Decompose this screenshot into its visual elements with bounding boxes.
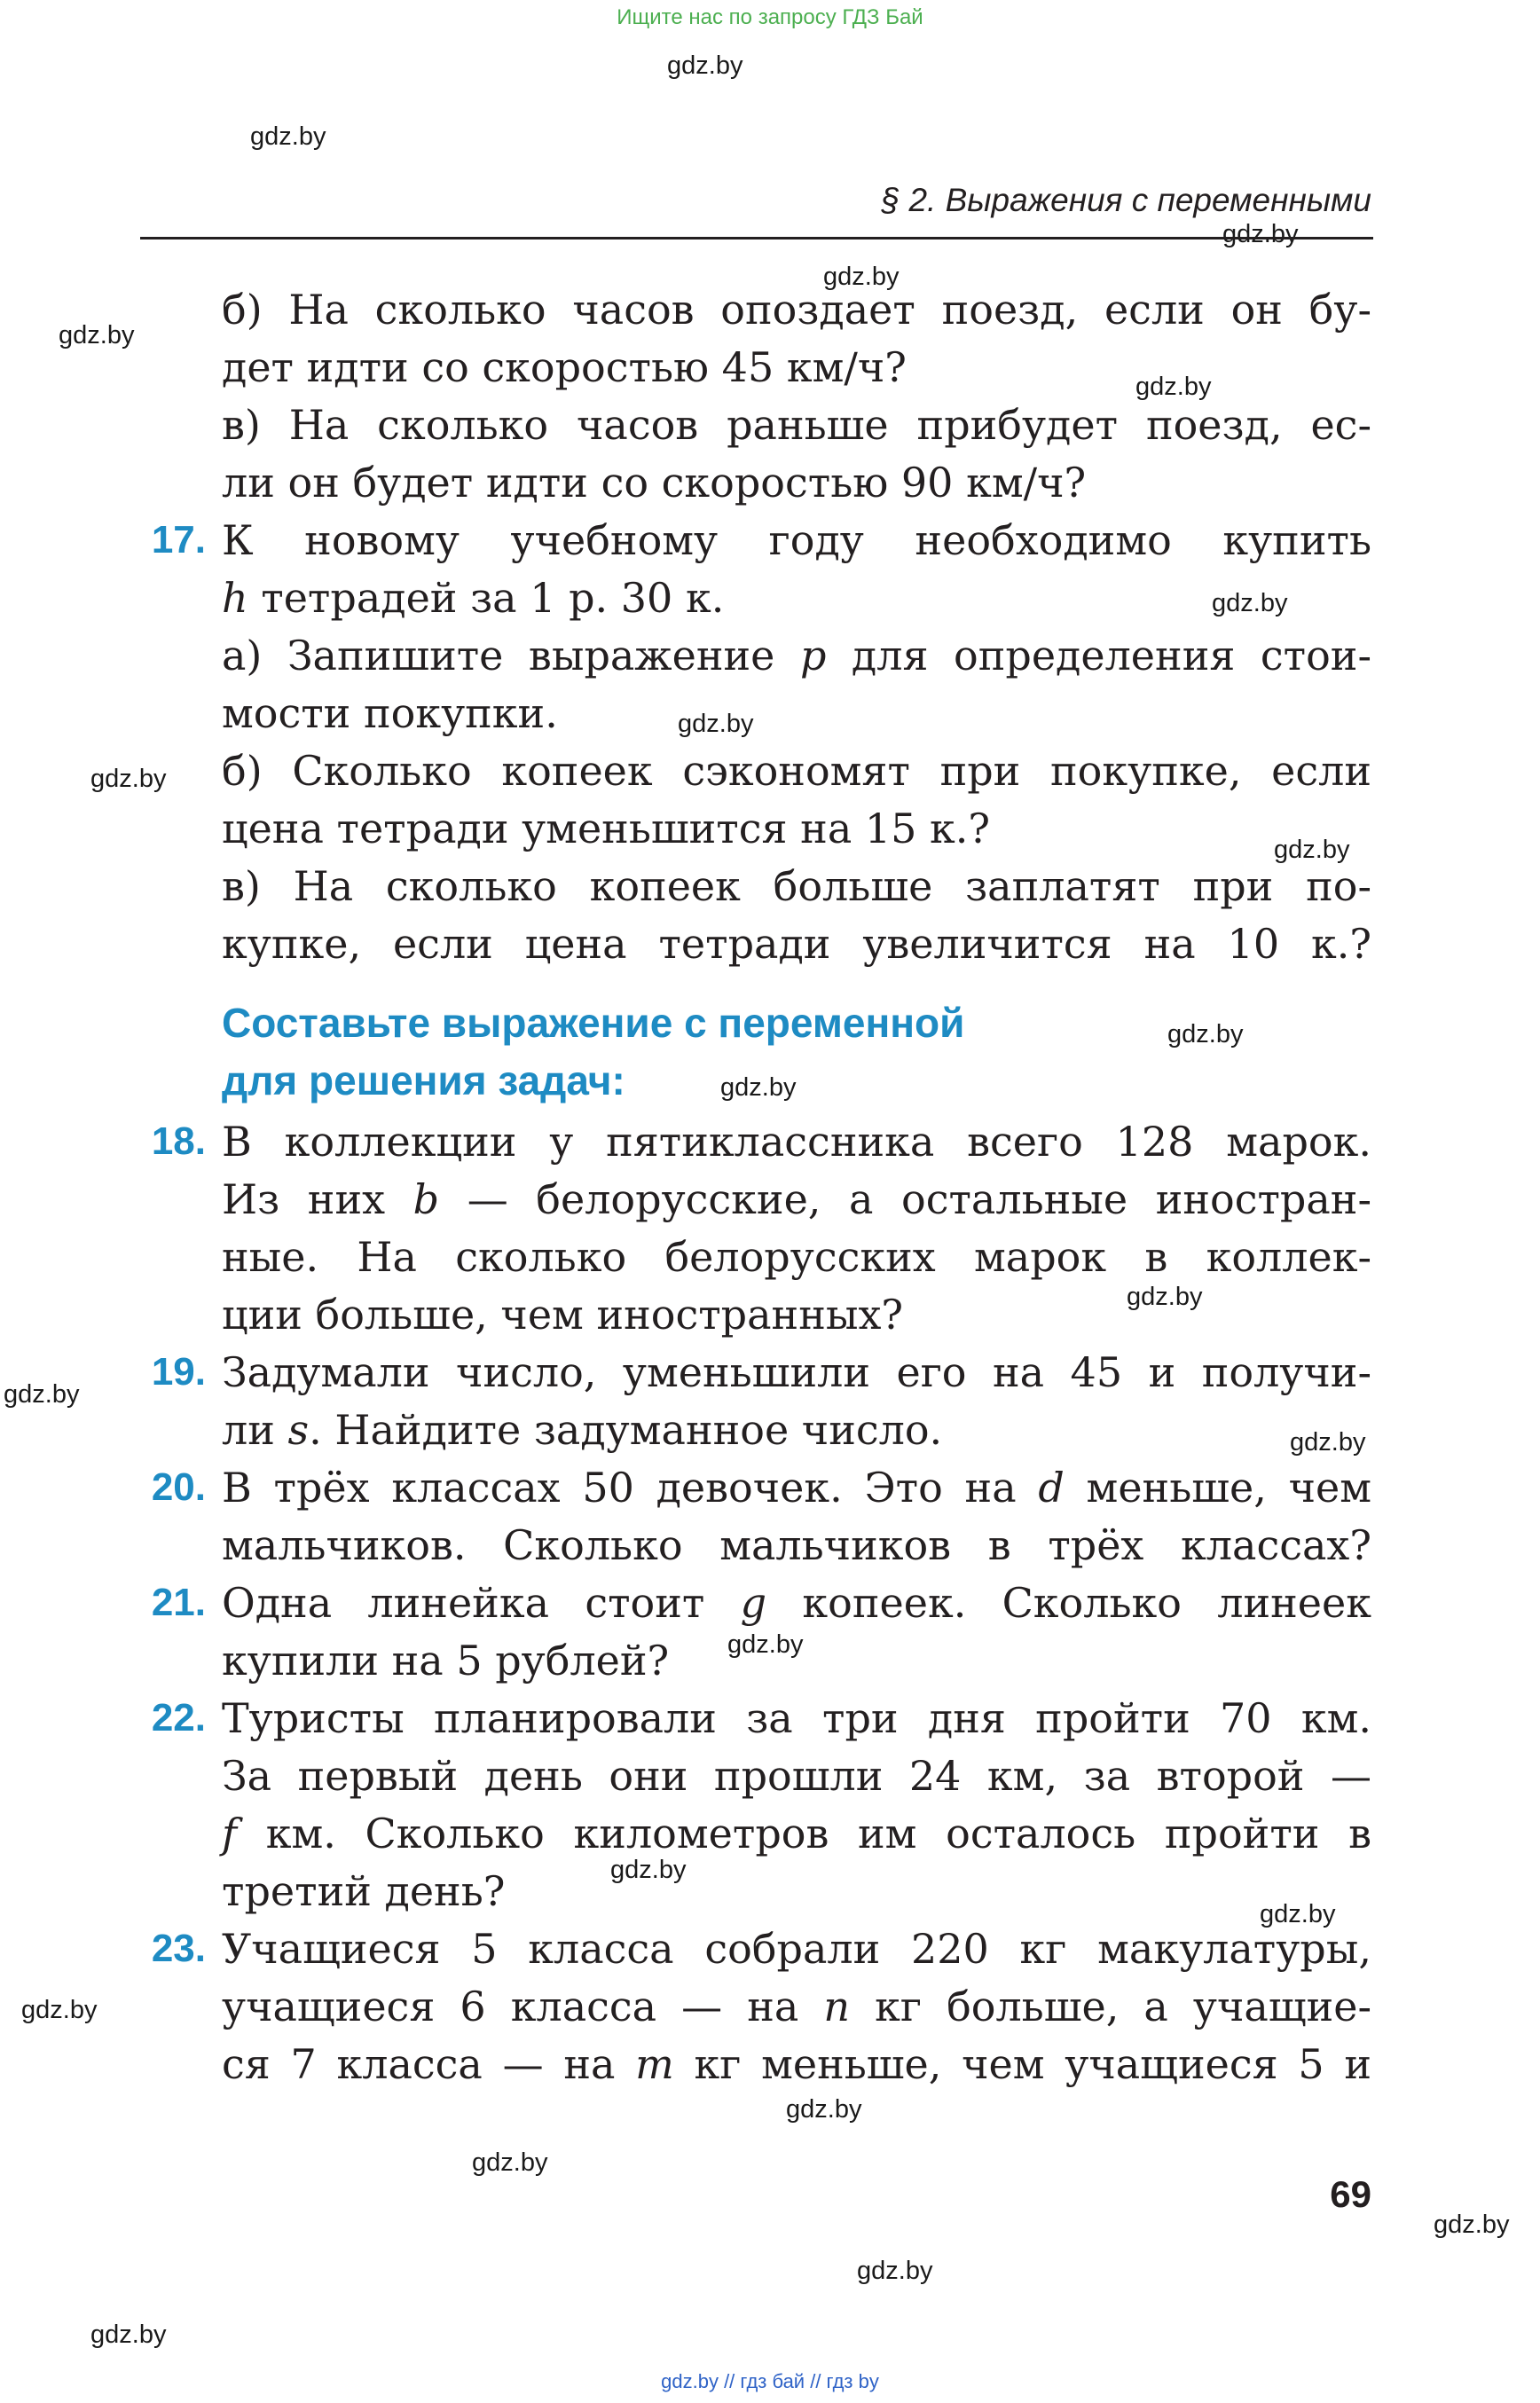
watermark: gdz.by [90,2321,167,2349]
problem-number-20: 20. [151,1465,206,1509]
text-line [222,1579,1371,1627]
text-line: б) На сколько часов опоздает поезд, если он бу- [222,286,1371,334]
problem-number-19: 19. [151,1350,206,1394]
watermark: gdz.by [1167,1020,1244,1048]
watermark: gdz.by [1127,1283,1203,1311]
watermark: gdz.by [1290,1428,1366,1457]
text-line: ные. На сколько белорусских марок в коллек- [222,1233,1371,1281]
watermark: gdz.by [59,321,135,349]
section-heading: для решения задач: [222,1057,625,1103]
watermark: gdz.by [1260,1900,1336,1928]
variable-f: f [222,1810,238,1857]
problem-number-22: 22. [151,1696,206,1739]
text-line: дет идти со скоростью 45 км/ч? [222,343,907,391]
text-line [222,2040,1371,2088]
section-heading: Составьте выражение с переменной [222,1000,965,1046]
watermark: gdz.by [857,2257,933,2285]
watermark: gdz.by [1135,373,1212,401]
watermark: gdz.by [90,765,167,793]
problem-number-21: 21. [151,1581,206,1624]
watermark: gdz.by [786,2095,862,2124]
watermark: gdz.by [1212,589,1288,617]
top-banner[interactable]: Ищите нас по запросу ГДЗ Бай [617,5,923,29]
text-line: В коллекции у пятиклассника всего 128 марок. [222,1118,1371,1166]
watermark: gdz.by [21,1996,98,2024]
text-line: в) На сколько часов раньше прибудет поезд, ес- [222,401,1371,449]
text-span: . Найдите задуманное число. [309,1406,943,1454]
text-line: третий день? [222,1867,506,1915]
watermark: gdz.by [678,710,754,738]
text-span: В трёх классах 50 девочек. Это на [222,1464,1039,1512]
text-span: Из них [222,1175,413,1223]
header-rule [140,237,1373,240]
text-line: ции больше, чем иностранных? [222,1291,904,1339]
text-line: купке, если цена тетради увеличится на 10 к.? [222,920,1371,968]
bottom-banner[interactable]: gdz.by // гдз бай // гдз by [661,2370,879,2392]
text-line: За первый день они прошли 24 км, за второй — [222,1752,1371,1800]
text-line: Учащиеся 5 класса собрали 220 кг макулатуры, [222,1925,1371,1973]
text-span: ся 7 класса — на [222,2040,636,2088]
text-span: Одна линейка стоит [222,1579,741,1627]
watermark: gdz.by [667,51,743,80]
watermark: gdz.by [1222,220,1299,248]
variable-b: b [412,1175,440,1223]
text-line [222,632,1372,679]
text-span: кг меньше, чем учащиеся 5 и [673,2040,1371,2088]
text-line: купили на 5 рублей? [222,1637,670,1684]
watermark: gdz.by [720,1073,797,1102]
text-span: — белорусские, а остальные иностран- [439,1175,1371,1223]
watermark: gdz.by [610,1856,687,1884]
variable-p: p [799,632,827,679]
watermark: gdz.by [1274,836,1350,864]
text-line [222,1464,1371,1512]
watermark: gdz.by [823,263,900,291]
text-line: в) На сколько копеек больше заплатят при по- [222,862,1371,910]
text-line: цена тетради уменьшится на 15 к.? [222,805,991,852]
text-span: кг больше, а учащие- [850,1983,1372,2030]
text-line: Задумали число, уменьшили его на 45 и получи- [222,1348,1371,1396]
problem-number-18: 18. [151,1119,206,1163]
text-line [222,1175,1371,1223]
text-span: а) Запишите выражение [222,632,800,679]
text-line [222,1406,1371,1454]
watermark: gdz.by [4,1380,80,1409]
problem-number-17: 17. [151,518,206,561]
text-span: учащиеся 6 класса — на [222,1983,824,2030]
watermark: gdz.by [1434,2211,1510,2239]
problem-number-23: 23. [151,1927,206,1970]
variable-s: s [287,1406,310,1454]
text-line: мости покупки. [222,689,558,737]
text-line: мальчиков. Сколько мальчиков в трёх классах? [222,1521,1371,1569]
variable-d: d [1038,1464,1065,1512]
text-line: ли он будет идти со скоростью 90 км/ч? [222,459,1087,507]
variable-n: n [823,1983,851,2030]
watermark: gdz.by [472,2148,548,2177]
text-line [222,574,1371,622]
text-line: Туристы планировали за три дня пройти 70 км. [222,1694,1371,1742]
text-span: меньше, чем [1064,1464,1371,1512]
text-line [222,1983,1372,2030]
page-number: 69 [1330,2173,1371,2215]
text-line [222,1810,1371,1857]
text-span: копеек. Сколько линеек [766,1579,1371,1627]
variable-m: m [635,2040,674,2088]
variable-h: h [222,574,248,622]
text-span: ли [222,1406,288,1454]
text-span: км. Сколько километров им осталось пройти в [237,1810,1371,1857]
watermark: gdz.by [727,1630,804,1659]
text-line: К новому учебному году необходимо купить [222,516,1371,564]
variable-g: g [740,1579,767,1627]
text-span: тетрадей за 1 р. 30 к. [248,574,725,622]
text-line: б) Сколько копеек сэкономят при покупке, если [222,747,1371,795]
text-span: для определения стои- [826,632,1372,679]
watermark: gdz.by [250,122,326,151]
section-header: § 2. Выражения с переменными [881,182,1371,218]
